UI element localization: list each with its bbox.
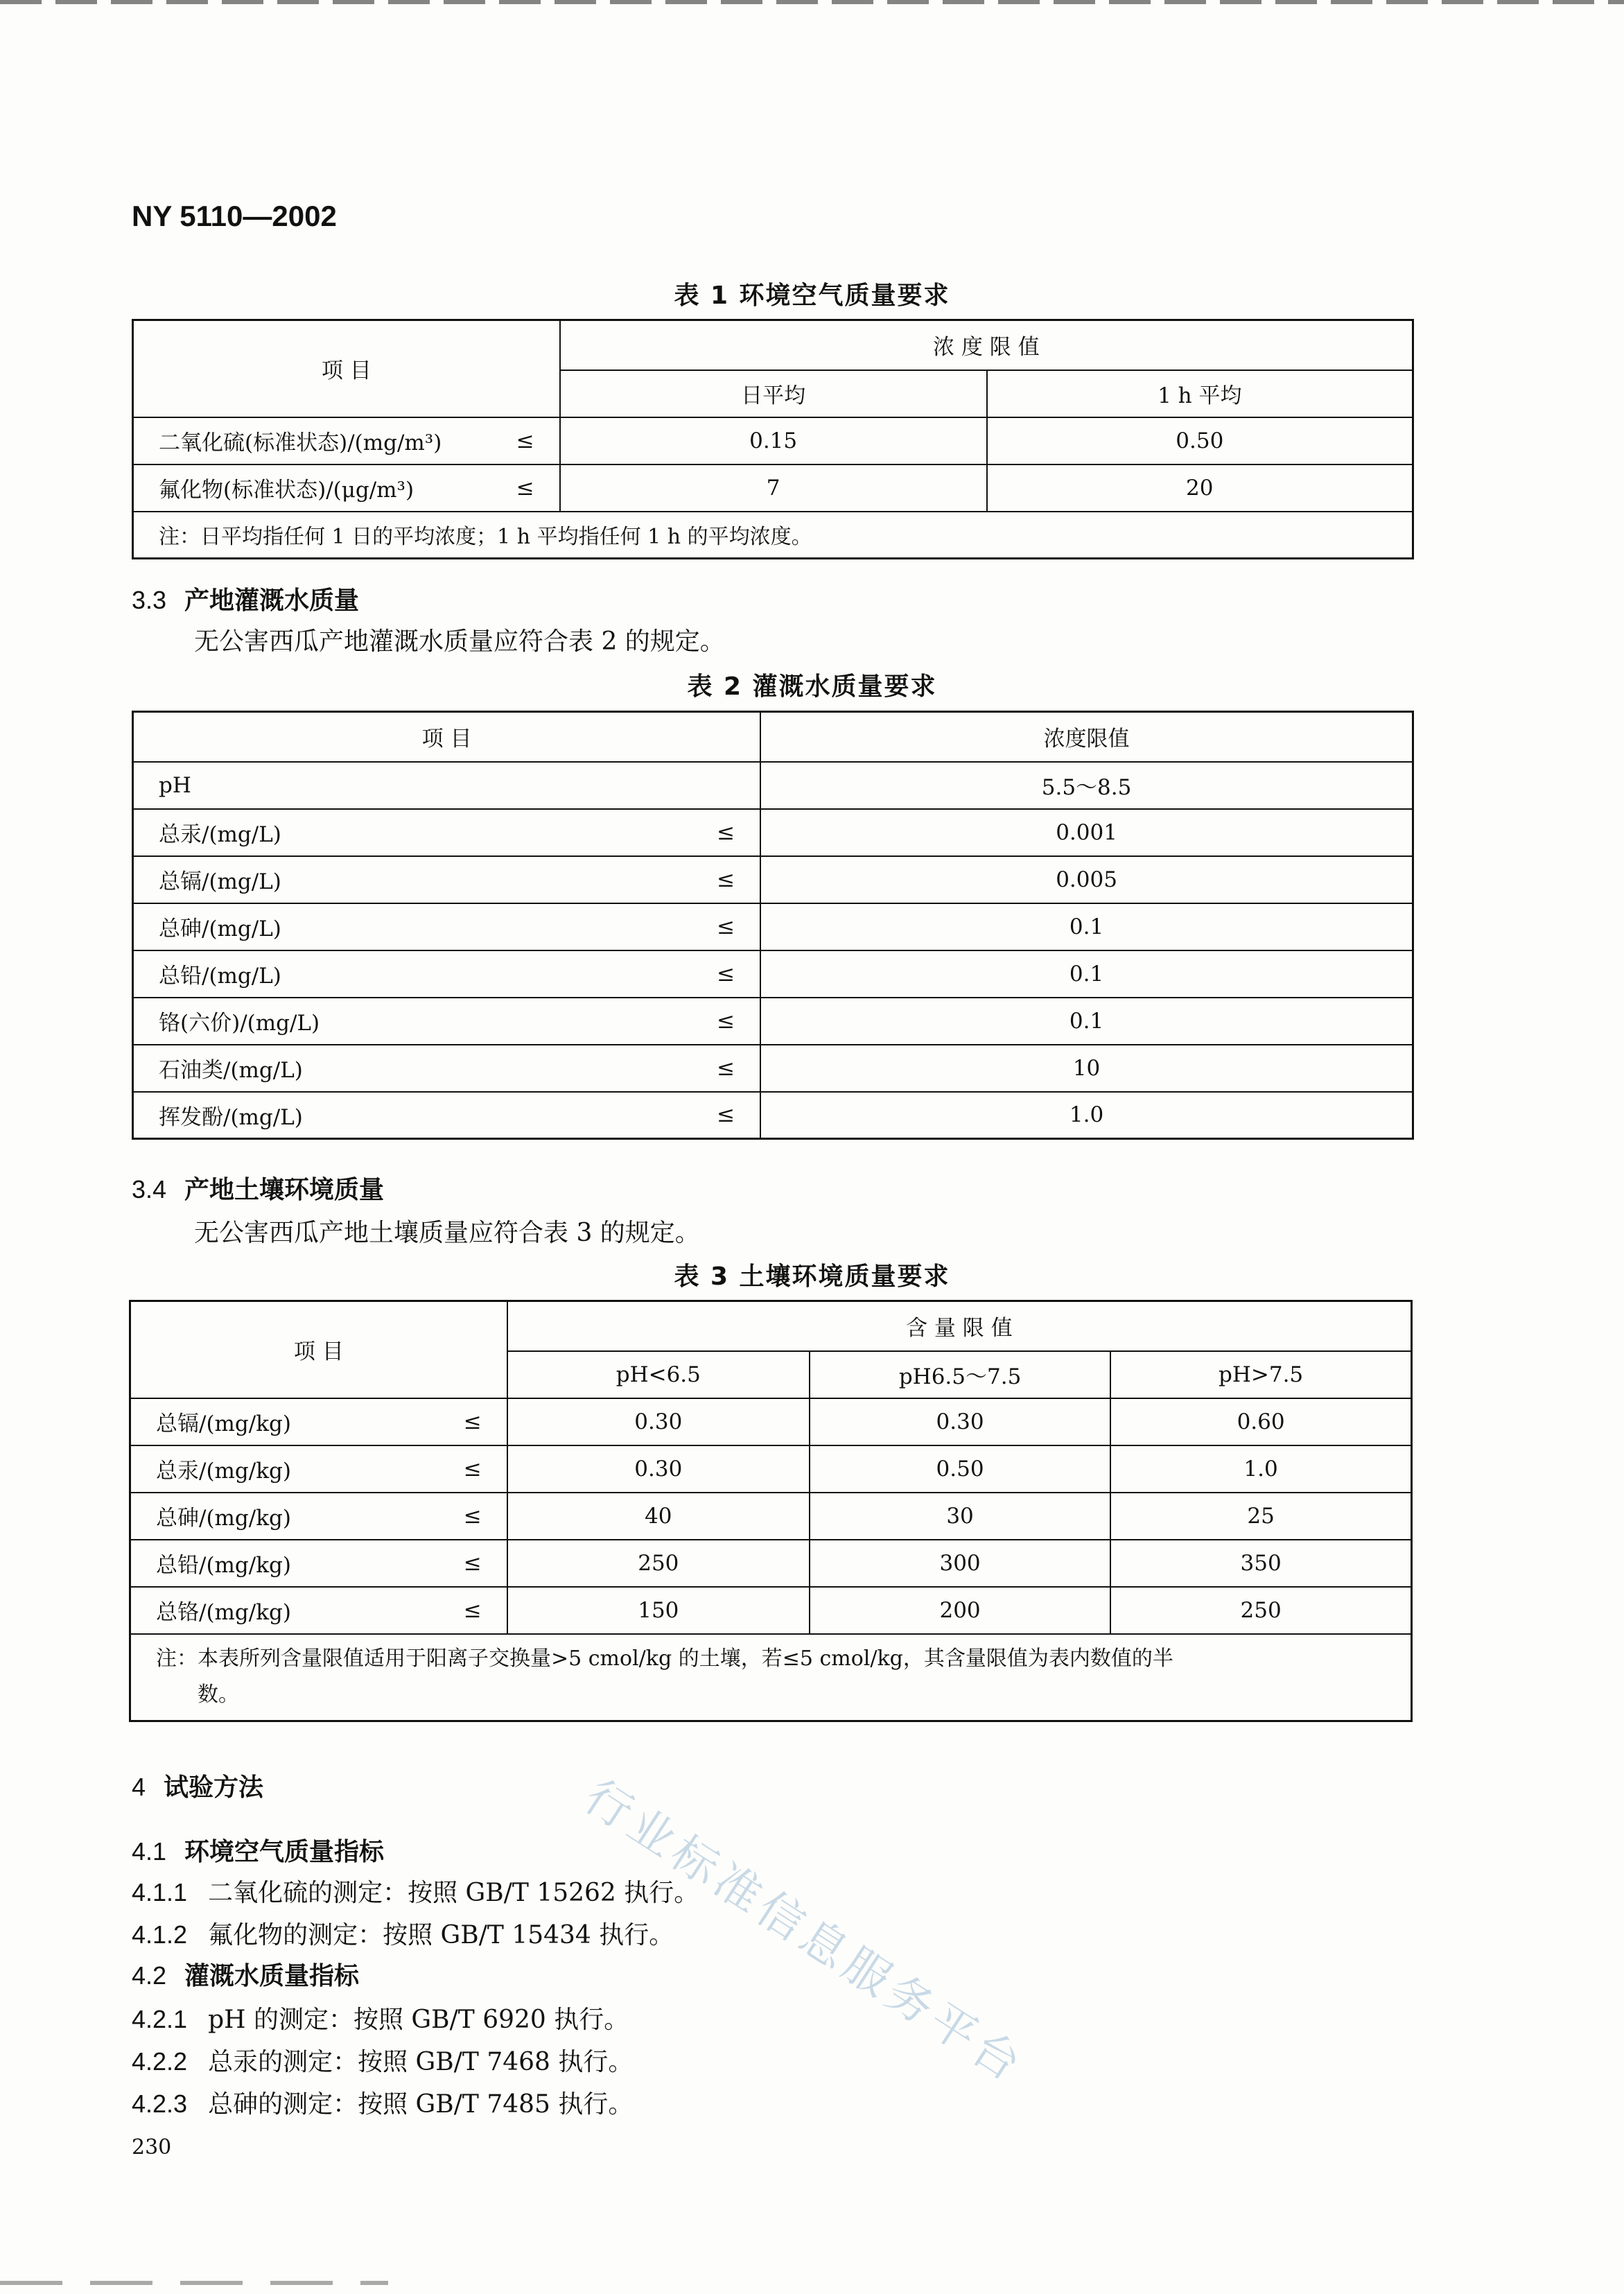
table2-row-item: 总镉/(mg/L) ≤ xyxy=(133,856,761,903)
table2-cell: 0.1 xyxy=(760,998,1413,1045)
table3 xyxy=(129,1300,1413,1722)
table2-col-item: 项 目 xyxy=(133,712,761,762)
table3-cell: 25 xyxy=(1110,1493,1411,1540)
table1-cell: 0.50 xyxy=(987,417,1413,464)
table3-cell: 350 xyxy=(1110,1540,1411,1587)
table2-row-item: pH xyxy=(133,762,761,809)
table3-cell: 0.30 xyxy=(507,1445,810,1493)
page-number: 230 xyxy=(132,2135,172,2160)
table2-caption: 表 2 灌溉水质量要求 xyxy=(687,672,937,701)
table1-cell: 0.15 xyxy=(560,417,987,464)
table1-note: 注：日平均指任何 1 日的平均浓度；1 h 平均指任何 1 h 的平均浓度。 xyxy=(133,512,1413,559)
table1-row-item: 二氧化硫(标准状态)/(mg/m³) ≤ xyxy=(133,417,560,464)
bottom-scan-line xyxy=(0,2281,388,2285)
table1-cell: 20 xyxy=(987,464,1413,512)
section-3-3-text: 无公害西瓜产地灌溉水质量应符合表 2 的规定。 xyxy=(194,627,725,656)
table2-cell: 0.1 xyxy=(760,903,1413,950)
top-scan-line xyxy=(0,0,1624,4)
table3-col-item: 项 目 xyxy=(130,1301,507,1398)
table1-subcol: 1 h 平均 xyxy=(987,370,1413,417)
table3-cell: 300 xyxy=(810,1540,1110,1587)
table3-cell: 1.0 xyxy=(1110,1445,1411,1493)
table3-cell: 250 xyxy=(1110,1587,1411,1634)
table2-cell: 1.0 xyxy=(760,1092,1413,1139)
item-4-2-3: 4.2.3 总砷的测定：按照 GB/T 7485 执行。 xyxy=(132,2089,634,2119)
table3-cell: 0.30 xyxy=(810,1398,1110,1445)
table3-row-item: 总砷/(mg/kg) ≤ xyxy=(130,1493,507,1540)
table3-cell: 150 xyxy=(507,1587,810,1634)
section-4-heading: 4 试验方法 xyxy=(132,1773,264,1802)
table1-subcol: 日平均 xyxy=(560,370,987,417)
item-4-2-2: 4.2.2 总汞的测定：按照 GB/T 7468 执行。 xyxy=(132,2047,634,2076)
table1-cell: 7 xyxy=(560,464,987,512)
watermark: 行业标准信息服务平台 xyxy=(575,1769,1035,2094)
table3-cell: 30 xyxy=(810,1493,1110,1540)
table3-col-group: 含 量 限 值 xyxy=(507,1301,1412,1351)
table3-cell: 40 xyxy=(507,1493,810,1540)
table3-row-item: 总汞/(mg/kg) ≤ xyxy=(130,1445,507,1493)
section-3-4-text: 无公害西瓜产地土壤质量应符合表 3 的规定。 xyxy=(194,1219,700,1247)
table2-row-item: 石油类/(mg/L) ≤ xyxy=(133,1045,761,1092)
table3-row-item: 总铬/(mg/kg) ≤ xyxy=(130,1587,507,1634)
table2-cell: 0.001 xyxy=(760,809,1413,856)
section-4-2-heading: 4.2 灌溉水质量指标 xyxy=(132,1961,360,1990)
table1 xyxy=(132,319,1414,559)
item-4-2-1: 4.2.1 pH 的测定：按照 GB/T 6920 执行。 xyxy=(132,2005,629,2034)
table3-cell: 0.60 xyxy=(1110,1398,1411,1445)
table3-row-item: 总镉/(mg/kg) ≤ xyxy=(130,1398,507,1445)
table2-cell: 10 xyxy=(760,1045,1413,1092)
table2-row-item: 总铅/(mg/L) ≤ xyxy=(133,950,761,998)
table2-cell: 0.1 xyxy=(760,950,1413,998)
table1-col-group: 浓 度 限 值 xyxy=(560,320,1413,370)
table3-cell: 250 xyxy=(507,1540,810,1587)
table3-subcol: pH6.5～7.5 xyxy=(810,1351,1110,1398)
item-4-1-1: 4.1.1 二氧化硫的测定：按照 GB/T 15262 执行。 xyxy=(132,1878,699,1907)
table2-row-item: 总汞/(mg/L) ≤ xyxy=(133,809,761,856)
table2-col-value: 浓度限值 xyxy=(760,712,1413,762)
table1-col-item: 项 目 xyxy=(133,320,560,417)
table2-cell: 0.005 xyxy=(760,856,1413,903)
table2-row-item: 挥发酚/(mg/L) ≤ xyxy=(133,1092,761,1139)
table3-note xyxy=(130,1634,1412,1721)
section-3-3-heading: 3.3 产地灌溉水质量 xyxy=(132,586,360,615)
table2-row-item: 铬(六价)/(mg/L) ≤ xyxy=(133,998,761,1045)
table3-caption: 表 3 土壤环境质量要求 xyxy=(674,1262,950,1291)
table3-note-line1: 注：本表所列含量限值适用于阳离子交换量>5 cmol/kg 的土壤，若≤5 cmol/kg，其含量限值为表内数值的半 xyxy=(156,1646,1173,1671)
table1-row-item: 氟化物(标准状态)/(μg/m³) ≤ xyxy=(133,464,560,512)
table1-caption: 表 1 环境空气质量要求 xyxy=(674,281,950,310)
table2 xyxy=(132,711,1414,1140)
table3-cell: 200 xyxy=(810,1587,1110,1634)
section-4-1-heading: 4.1 环境空气质量指标 xyxy=(132,1837,385,1866)
table3-note-line2: 数。 xyxy=(198,1683,239,1708)
item-4-1-2: 4.1.2 氟化物的测定：按照 GB/T 15434 执行。 xyxy=(132,1920,674,1949)
table3-row-item: 总铅/(mg/kg) ≤ xyxy=(130,1540,507,1587)
table3-cell: 0.30 xyxy=(507,1398,810,1445)
table2-row-item: 总砷/(mg/L) ≤ xyxy=(133,903,761,950)
standard-code: NY 5110—2002 xyxy=(132,200,337,232)
table2-cell: 5.5～8.5 xyxy=(760,762,1413,809)
table3-cell: 0.50 xyxy=(810,1445,1110,1493)
section-3-4-heading: 3.4 产地土壤环境质量 xyxy=(132,1175,385,1204)
table3-subcol: pH>7.5 xyxy=(1110,1351,1411,1398)
table3-subcol: pH<6.5 xyxy=(507,1351,810,1398)
